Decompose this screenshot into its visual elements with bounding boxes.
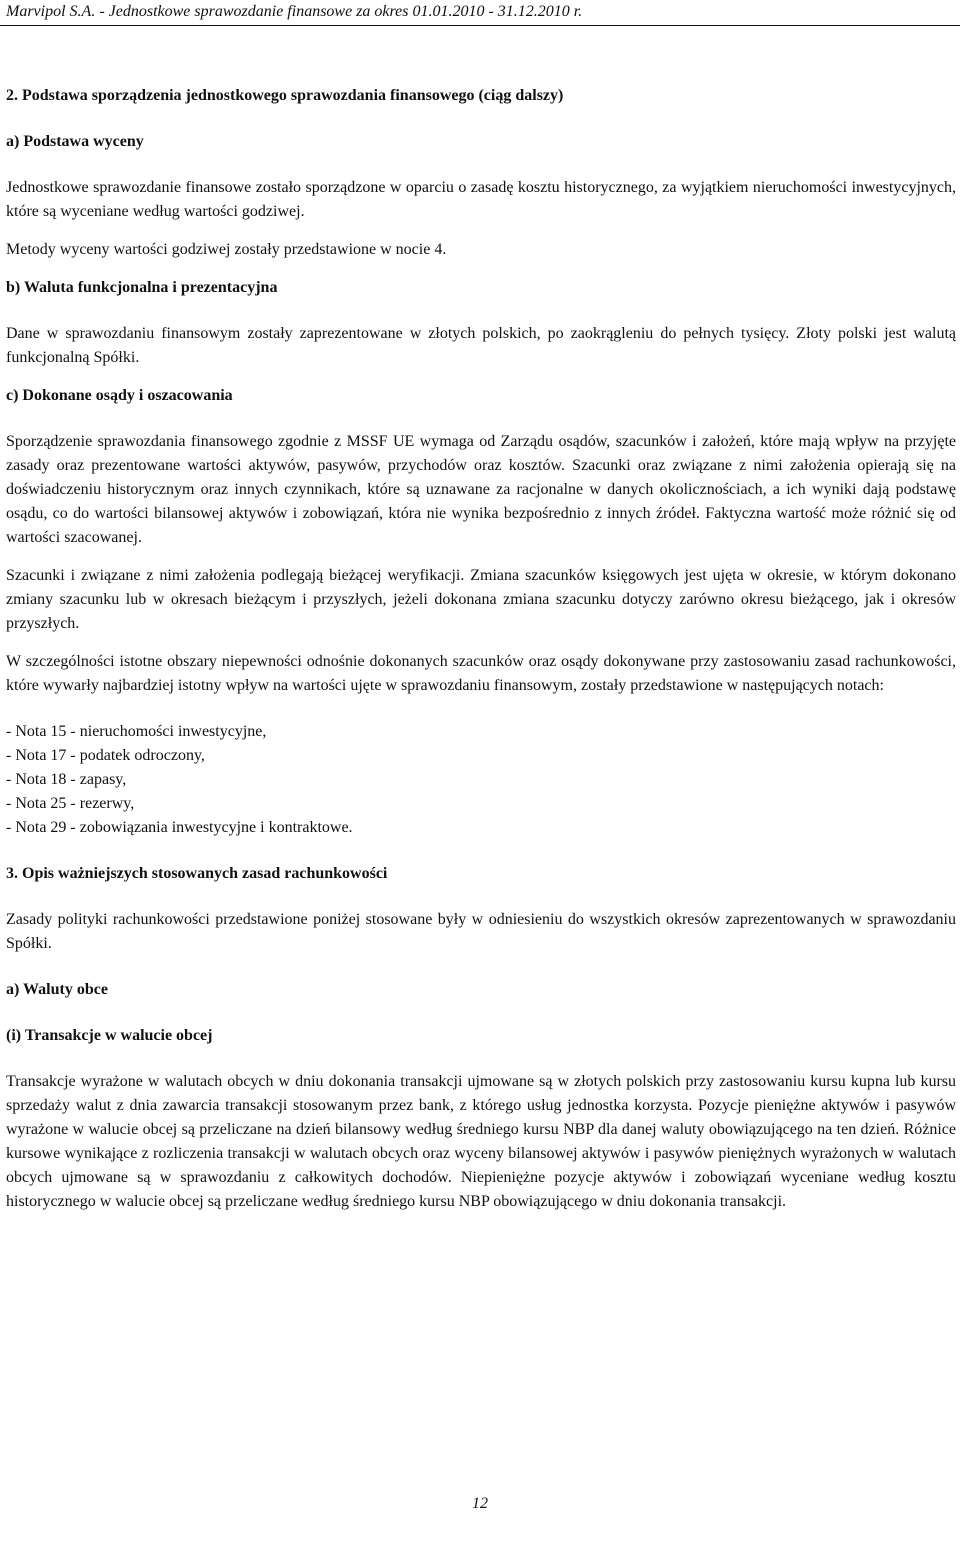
header-divider [0,25,960,26]
paragraph-judgements-estimates: Sporządzenie sprawozdania finansowego zgodnie z MSSF UE wymaga od Zarządu osądów, szacunków i założeń, które mają wpływ na przyjęte zasady oraz prezentowane wartości aktywów, pasywów, przychodów oraz kosztów. Szacunki oraz związane z nimi założenia opierają się na doświadczeniu historycznym oraz innych czynnikach, które są uznawane za racjonalne w danych okolicznościach, a ich wyniki dają podstawę osądu, co do wartości bilansowej aktywów i zobowiązań, która nie wynika bezpośrednio z innych źródeł. Faktyczna wartość może różnić się od wartości szacowanej. [6,433,956,546]
notes-list [6,720,956,840]
paragraph-valuation-basis: Jednostkowe sprawozdanie finansowe zostało sporządzone w oparciu o zasadę kosztu historycznego, za wyjątkiem nieruchomości inwestycyjnych, które są wyceniane według wartości godziwej. [6,179,956,220]
subsection-b-heading: b) Waluta funkcjonalna i prezentacyjna [6,279,278,296]
list-item: - Nota 18 - zapasy, [6,771,127,788]
document-body [6,84,956,1214]
list-item: - Nota 29 - zobowiązania inwestycyjne i kontraktowe. [6,819,353,836]
list-item: - Nota 15 - nieruchomości inwestycyjne, [6,723,267,740]
paragraph-functional-currency: Dane w sprawozdaniu finansowym zostały zaprezentowane w złotych polskich, po zaokrągleniu do pełnych tysięcy. Złoty polski jest walutą funkcjonalną Spółki. [6,325,956,366]
paragraph-estimates-review: Szacunki i związane z nimi założenia podlegają bieżącej weryfikacji. Zmiana szacunków księgowych jest ujęta w okresie, w którym dokonano zmiany szacunku lub w okresach bieżącym i przyszłych, jeżeli dokonana zmiana szacunku dotyczy zarówno okresu bieżącego, jak i okresów przyszłych. [6,567,956,632]
subsection-foreign-currencies-heading: a) Waluty obce [6,981,108,998]
subsection-c-heading: c) Dokonane osądy i oszacowania [6,387,233,404]
paragraph-policies-intro: Zasady polityki rachunkowości przedstawione poniżej stosowane były w odniesieniu do wszystkich okresów zaprezentowanych w sprawozdaniu Spółki. [6,911,956,952]
paragraph-uncertainty-areas: W szczególności istotne obszary niepewności odnośnie dokonanych szacunków oraz osądy dokonywane przy zastosowaniu zasad rachunkowości, które wywarły najbardziej istotny wpływ na wartości ujęte w sprawozdaniu finansowym, zostały przedstawione w następujących notach: [6,653,956,694]
paragraph-fair-value-methods: Metody wyceny wartości godziwej zostały przedstawione w nocie 4. [6,241,447,258]
page-number: 12 [472,1495,488,1512]
list-item: - Nota 25 - rezerwy, [6,795,135,812]
list-item: - Nota 17 - podatek odroczony, [6,747,205,764]
section-2-heading: 2. Podstawa sporządzenia jednostkowego sprawozdania finansowego (ciąg dalszy) [6,87,564,104]
section-3-heading: 3. Opis ważniejszych stosowanych zasad rachunkowości [6,865,388,882]
subsection-fx-transactions-heading: (i) Transakcje w walucie obcej [6,1027,213,1044]
paragraph-fx-transactions: Transakcje wyrażone w walutach obcych w dniu dokonania transakcji ujmowane są w złotych polskich przy zastosowaniu kursu kupna lub kursu sprzedaży walut z dnia zawarcia transakcji stosowanym przez bank, z którego usług jednostka korzysta. Pozycje pieniężne aktywów i pasywów wyrażone w walucie obcej są przeliczane na dzień bilansowy według średniego kursu NBP dla danej waluty obowiązującego na ten dzień. Różnice kursowe wynikające z rozliczenia transakcji w walutach obcych oraz wyceny bilansowej aktywów i pasywów pieniężnych wyrażonych w walutach obcych ujmowane są w sprawozdaniu z całkowitych dochodów. Niepieniężne pozycje aktywów i zobowiązań wyceniane według kosztu historycznego w walucie obcej są przeliczane według średniego kursu NBP obowiązującego w dniu dokonania transakcji. [6,1073,956,1210]
subsection-a-heading: a) Podstawa wyceny [6,133,144,150]
document-header: Marvipol S.A. - Jednostkowe sprawozdanie finansowe za okres 01.01.2010 - 31.12.2010 r. [6,3,583,20]
